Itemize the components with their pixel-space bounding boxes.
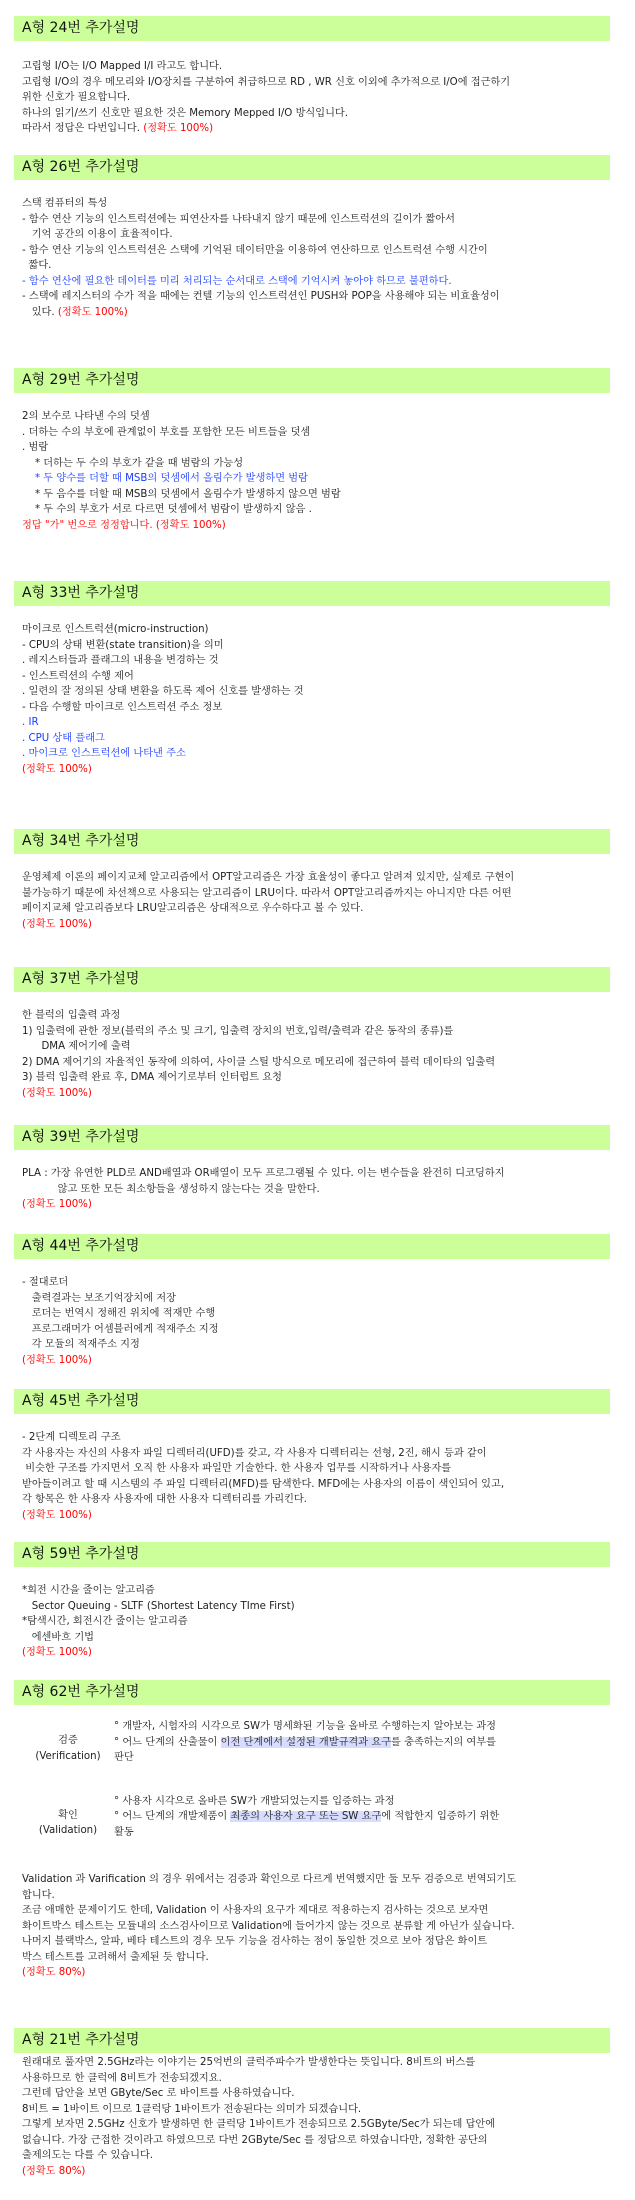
row-description: ° 사용자 시각으로 올바른 SW가 개발되었는지를 입증하는 과정 ° 어느 단계의 개발제품이 최종의 사용자 요구 또는 SW 요구에 적합한지 입증하기 위한 활동: [114, 1795, 500, 1838]
text-line: 각 항목은 한 사용자 사용자에 대한 사용자 디렉터리를 가리킨다.: [22, 1494, 308, 1505]
section-header: A형 44번 추가설명: [14, 1234, 610, 1259]
text-line: - 함수 연산 기능의 인스트럭션은 스택에 기억된 데이터만을 이용하여 연산하므로 인스트럭션 수행 시간이: [22, 244, 488, 256]
text-line: * 두 음수를 더할 때 MSB의 덧셈에서 올림수가 발생하지 않으면 범람: [22, 488, 341, 500]
text-line: 2) DMA 제어기의 자율적인 동작에 의하여, 사이클 스틸 방식으로 메모리에 접근하여 블럭 데이타의 입출력: [22, 1056, 496, 1068]
accuracy-note: (정확도 100%): [22, 918, 92, 930]
accuracy-note: (정확도 80%): [22, 2165, 86, 2177]
section-a26: [0, 155, 635, 320]
section-a33: [0, 581, 635, 777]
text-line: 마이크로 인스트럭션(micro-instruction): [22, 624, 209, 635]
highlighted-phrase: 최종의 사용자 요구 또는 SW 요구: [230, 1811, 382, 1822]
text-line: 출제의도는 다를 수 있습니다.: [22, 2150, 154, 2161]
section-a45: [0, 1389, 635, 1523]
text-line: 받아들이려고 할 때 시스템의 주 파일 디렉터리(MFD)를 탐색한다. MFD에는 사용자의 이름이 색인되어 있고,: [22, 1478, 505, 1490]
text-line: 없습니다. 가장 근접한 것이라고 하였으므로 다번 2GByte/Sec 를 정답으로 하였습니다만, 정확한 공단의: [22, 2134, 488, 2146]
text-line: 운영체제 이론의 페이지교체 알고리즘에서 OPT알고리즘은 가장 효율성이 좋다고 알려져 있지만, 실제로 구현이: [22, 872, 515, 883]
text-line: - 절대로더: [22, 1277, 69, 1288]
text-line: - 인스트럭션의 수행 제어: [22, 670, 134, 682]
text-line: 비슷한 구조를 가지면서 오직 한 사용자 파일만 기술한다. 한 사용자 업무를 시작하거나 사용자를: [22, 1463, 452, 1474]
section-a21: [0, 2028, 635, 2179]
accuracy-note: (정확도 100%): [22, 1509, 92, 1521]
row-description: ° 개발자, 시험자의 시각으로 SW가 명세화된 기능을 올바로 수행하는지 알아보는 과정 ° 어느 단계의 산출물이 이전 단계에서 설정된 개발규격과 요구를 충족하는지의 여부를 판단: [114, 1721, 497, 1763]
verification-validation-table: [22, 1719, 604, 1868]
section-a44: [0, 1234, 635, 1368]
text-line: 불가능하기 때문에 차선책으로 사용되는 알고리즘이 LRU이다. 따라서 OPT알고리즘까지는 아니지만 다른 어떤: [22, 887, 512, 899]
section-a59: [0, 1542, 635, 1661]
text-line: . 범람: [22, 442, 49, 453]
text-line: * 두 수의 부호가 서로 다르면 덧셈에서 범람이 발생하지 않음 .: [22, 504, 312, 515]
section-a29: [0, 368, 635, 533]
section-header: A형 45번 추가설명: [14, 1389, 610, 1414]
text-line: - 다음 수행할 마이크로 인스트럭션 주소 정보: [22, 701, 223, 713]
text-line: 합니다.: [22, 1889, 55, 1901]
section-a34: [0, 829, 635, 932]
text-line: 3) 블럭 입출력 완료 후, DMA 제어기로부터 인터럽트 요청: [22, 1072, 283, 1083]
accuracy-note: (정확도 80%): [22, 1967, 86, 1978]
text-line: 위한 신호가 필요합니다.: [22, 92, 131, 103]
text-line-highlighted: * 두 양수를 더할 때 MSB의 덧셈에서 올림수가 발생하면 범람: [22, 473, 308, 484]
text-line: 그렇게 보자면 2.5GHz 신호가 발생하면 한 클럭당 1바이트가 전송되므로 2.5GByte/Sec가 되는데 답안에: [22, 2119, 496, 2130]
text-line: 한 블럭의 입출력 과정: [22, 1010, 121, 1021]
text-line: 고립형 I/O의 경우 메모리와 I/O장치를 구분하여 취급하므로 RD , WR 신호 이외에 추가적으로 I/O에 접근하기: [22, 76, 511, 88]
text-line: DMA 제어기에 출력: [22, 1041, 131, 1052]
section-header: A형 39번 추가설명: [14, 1125, 610, 1150]
text-line: 하나의 읽기/쓰기 신호만 필요한 것은 Memory Mepped I/O 방식입니다.: [22, 107, 349, 119]
text-line: - 스택에 레지스터의 수가 적을 때에는 컨텔 기능의 인스트럭션인 PUSH와 POP을 사용해야 되는 비효율성이: [22, 291, 500, 302]
text-line: 프로그래머가 어셈블러에게 적재주소 지정: [22, 1323, 219, 1335]
text-line: 출력결과는 보조기억장치에 저장: [22, 1292, 176, 1304]
text-line: Sector Queuing - SLTF (Shortest Latency TIme First): [22, 1600, 295, 1612]
accuracy-note: (정확도 100%): [22, 763, 92, 775]
text-line: 8비트 = 1바이트 이므로 1클럭당 1바이트가 전송된다는 의미가 되겠습니다.: [22, 2103, 362, 2115]
text-line: Validation 과 Varification 의 경우 위에서는 검증과 확인으로 다르게 번역했지만 둘 모두 검증으로 번역되기도: [22, 1874, 517, 1885]
text-line: 고립형 I/O는 I/O Mapped I/I 라고도 합니다.: [22, 61, 223, 72]
text-line: *회전 시간을 줄이는 알고리즘: [22, 1585, 155, 1596]
text-line: 그런데 답안을 보면 GByte/Sec 로 바이트를 사용하였습니다.: [22, 2088, 295, 2099]
table-row: [22, 1794, 604, 1869]
accuracy-note: (정확도 100%): [22, 1354, 92, 1366]
text-line: 짧다.: [22, 260, 52, 271]
accuracy-note: (정확도 100%): [155, 519, 226, 531]
section-header: A형 34번 추가설명: [14, 829, 610, 854]
text-line: . 레지스터들과 플래그의 내용을 변경하는 것: [22, 655, 219, 666]
highlighted-phrase: 이전 단계에서 설정된 개발규격과 요구: [220, 1736, 392, 1748]
section-a39: [0, 1125, 635, 1213]
section-header: A형 24번 추가설명: [14, 16, 610, 41]
text-line: 조금 애매한 문제이기도 한데, Validation 이 사용자의 요구가 제대로 적용하는지 검사하는 것으로 보자면: [22, 1905, 489, 1916]
text-line: *탐색시간, 회전시간 줄이는 알고리즘: [22, 1616, 188, 1627]
section-header: A형 37번 추가설명: [14, 967, 610, 992]
text-line: PLA : 가장 유연한 PLD로 AND배열과 OR배열이 모두 프로그램될 수 있다. 이는 변수들을 완전히 디코딩하지: [22, 1168, 505, 1179]
text-line: 박스 테스트를 고려해서 출제된 듯 합니다.: [22, 1951, 209, 1963]
text-line: * 더하는 두 수의 부호가 같을 때 범람의 가능성: [22, 457, 244, 469]
section-header: A형 26번 추가설명: [14, 155, 610, 180]
text-line: . 더하는 수의 부호에 관계없이 부호를 포함한 모든 비트들을 덧셈: [22, 426, 311, 438]
accuracy-note: (정확도 100%): [22, 1199, 92, 1210]
section-header: A형 33번 추가설명: [14, 581, 610, 606]
section-header: A형 62번 추가설명: [14, 1680, 610, 1705]
section-a24: [0, 16, 635, 137]
text-line: 페이지교체 알고리즘보다 LRU알고리즘은 상대적으로 우수하다고 볼 수 있다.: [22, 903, 364, 914]
text-line: 2의 보수로 나타낸 수의 덧셈: [22, 411, 150, 422]
text-line-highlighted: . 마이크로 인스트럭션에 나타낸 주소: [22, 748, 186, 759]
text-line: 1) 입출력에 관한 정보(블럭의 주소 및 크기, 입출력 장치의 번호,입력/출력과 같은 동작의 종류)를: [22, 1025, 454, 1037]
text-line: 화이트박스 테스트는 모듈내의 소스검사이므로 Validation에 들어가지 않는 것으로 분류할 게 아닌가 싶습니다.: [22, 1920, 515, 1932]
text-line: . 일련의 잘 정의된 상태 변환을 하도록 제어 신호를 발생하는 것: [22, 686, 304, 697]
text-line: 기억 공간의 이용이 효율적이다.: [22, 229, 173, 240]
section-header: A형 59번 추가설명: [14, 1542, 610, 1567]
accuracy-note: (정확도 100%): [22, 1647, 92, 1658]
text-line-highlighted: - 함수 연산에 필요한 데이터를 미리 처리되는 순서대로 스택에 기억시켜 놓아야 하므로 불편하다.: [22, 275, 452, 287]
accuracy-note: (정확도 100%): [143, 123, 214, 134]
accuracy-note: (정확도 100%): [22, 1087, 92, 1099]
text-line: 로더는 번역시 정해진 위치에 적재만 수행: [22, 1308, 216, 1319]
text-line: 않고 또한 모든 최소항들을 생성하지 않는다는 것을 말한다.: [22, 1183, 320, 1195]
accuracy-note: (정확도 100%): [57, 306, 128, 318]
text-line: 스택 컴퓨터의 특성: [22, 198, 108, 209]
text-line: 나머지 블랙박스, 알파, 베타 테스트의 경우 모두 기능을 검사하는 점이 동일한 것으로 보아 정답은 화이트: [22, 1936, 488, 1947]
text-line: 따라서 정답은 다번입니다.: [22, 123, 140, 134]
text-line: 있다.: [22, 306, 55, 318]
table-row: [22, 1719, 604, 1794]
section-a62: [0, 1680, 635, 1981]
section-header: A형 29번 추가설명: [14, 368, 610, 393]
text-line: - 2단계 디렉토리 구조: [22, 1432, 121, 1443]
section-a37: [0, 967, 635, 1101]
text-line: - CPU의 상태 변환(state transition)을 의미: [22, 639, 224, 651]
row-label: 확인 (Validation): [38, 1809, 98, 1836]
text-line: 사용하므로 한 클럭에 8비트가 전송되겠지요.: [22, 2072, 222, 2084]
text-line: - 함수 연산 기능의 인스트럭션에는 피연산자를 나타내지 않기 때문에 인스트럭션의 길이가 짧아서: [22, 213, 455, 225]
text-line-highlighted: . CPU 상태 플래그: [22, 732, 105, 744]
answer-line: 정답 "가" 번으로 정정합니다.: [22, 519, 153, 531]
text-line: 각 사용자는 자신의 사용자 파일 디렉터리(UFD)를 갖고, 각 사용자 디렉터리는 선형, 2진, 해시 등과 같이: [22, 1447, 487, 1459]
text-line: 에센바흐 기법: [22, 1631, 95, 1643]
section-header: A형 21번 추가설명: [14, 2028, 610, 2053]
text-line: 각 모듈의 적재주소 지정: [22, 1339, 140, 1350]
row-label: 검증 (Verification): [35, 1735, 101, 1762]
text-line: 원래대로 풀자면 2.5GHz라는 이야기는 25억번의 클럭주파수가 발생한다는 뜻입니다. 8비트의 버스를: [22, 2057, 476, 2068]
text-line-highlighted: . IR: [22, 717, 39, 728]
